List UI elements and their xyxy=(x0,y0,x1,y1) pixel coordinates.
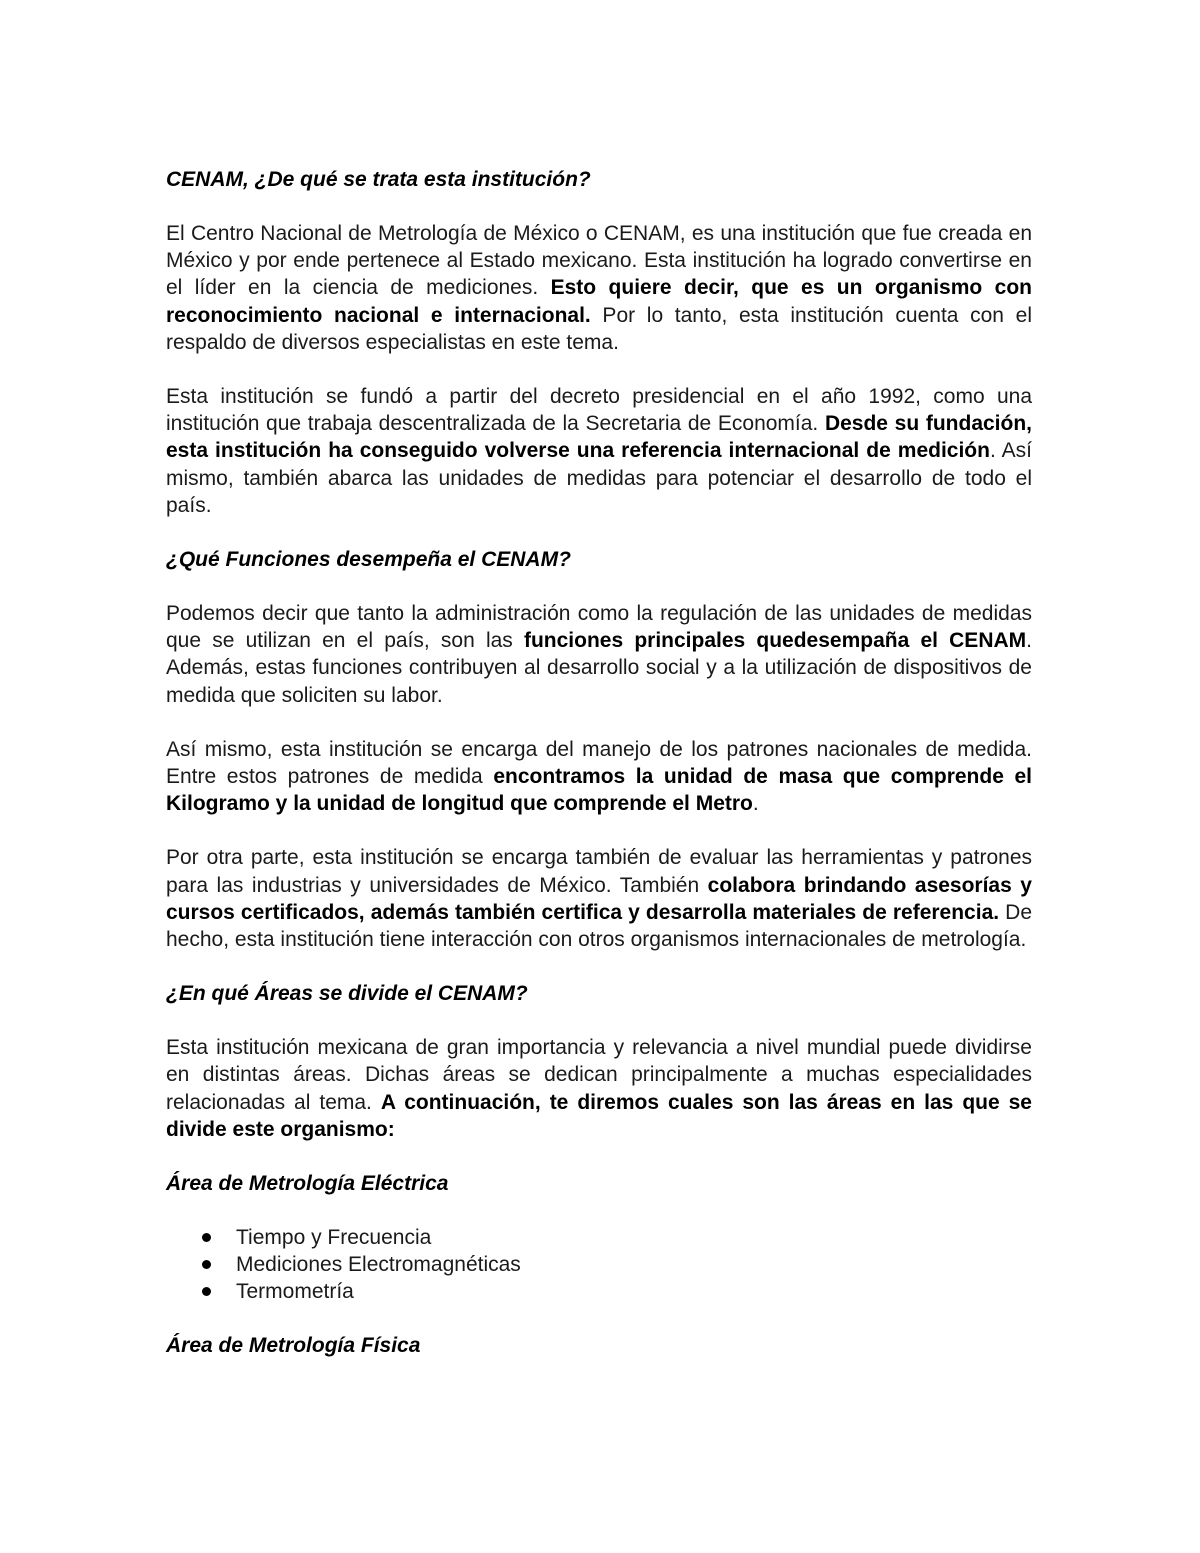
paragraph-text: Por lo tanto, esta institución cuenta con el respaldo de diversos especialistas en este tema. xyxy=(166,303,1032,354)
paragraph-bold-text: Desde su fundación, esta institución ha conseguido volverse una referencia internacional de medición xyxy=(166,412,1032,463)
paragraph-funciones xyxy=(166,600,1032,709)
paragraph-bold-text: Esto quiere decir, que es un organismo con reconocimiento nacional e internacional. xyxy=(166,276,1032,327)
paragraph-intro xyxy=(166,220,1032,356)
paragraph-text: Por otra parte, esta institución se encarga también de evaluar las herramientas y patrones para las industrias y universidades de México. También xyxy=(166,846,1032,897)
list-item xyxy=(166,1278,1032,1305)
list-item-label: Termometría xyxy=(236,1280,354,1304)
paragraph-areas xyxy=(166,1034,1032,1143)
paragraph-bold-text: A continuación, te diremos cuales son las áreas en las que se divide este organismo: xyxy=(166,1090,1032,1141)
paragraph-text: Esta institución mexicana de gran importancia y relevancia a nivel mundial puede dividirse en distintas áreas. Dichas áreas se dedican principalmente a muchas especialidades relacionadas al tema. xyxy=(166,1036,1032,1114)
list-item xyxy=(166,1224,1032,1251)
paragraph-text: Así mismo, esta institución se encarga del manejo de los patrones nacionales de medida. Entre estos patrones de medida xyxy=(166,737,1032,789)
paragraph-text: El Centro Nacional de Metrología de México o CENAM, es una institución que fue creada en México y por ende pertenece al Estado mexicano. Esta institución ha logrado convertirse en el líder en la ciencia de mediciones. xyxy=(166,222,1032,300)
document-page xyxy=(166,166,1032,1386)
section-heading-metrologia-fisica: Área de Metrología Física xyxy=(166,1334,421,1358)
section-heading-cenam: CENAM, ¿De qué se trata esta institución? xyxy=(166,168,591,191)
paragraph-text: . Además, estas funciones contribuyen al desarrollo social y a la utilización de dispositivos de medida que soliciten su labor. xyxy=(166,629,1032,707)
paragraph-text: . Así mismo, también abarca las unidades de medidas para potenciar el desarrollo de todo el país. xyxy=(166,439,1032,517)
paragraph-text: . xyxy=(752,792,759,816)
paragraph-bold-text: funciones principales quedesempaña el CENAM xyxy=(523,629,1027,653)
electrica-list xyxy=(166,1224,1032,1305)
bullet-icon xyxy=(202,1260,211,1269)
section-heading-metrologia-electrica: Área de Metrología Eléctrica xyxy=(166,1172,449,1196)
list-item-label: Mediciones Electromagnéticas xyxy=(236,1253,521,1277)
list-item-label: Tiempo y Frecuencia xyxy=(236,1226,432,1250)
paragraph-text: Podemos decir que tanto la administración como la regulación de las unidades de medidas que se utilizan en el país, son las xyxy=(166,602,1032,653)
paragraph-text: Esta institución se fundó a partir del decreto presidencial en el año 1992, como una institución que trabaja descentralizada de la Secretaria de Economía. xyxy=(166,385,1032,436)
paragraph-bold-text: colabora brindando asesorías y cursos certificados, además también certifica y desarrolla materiales de referencia. xyxy=(166,873,1032,924)
list-item xyxy=(166,1251,1032,1278)
paragraph-patrones xyxy=(166,736,1032,818)
paragraph-evaluacion xyxy=(166,844,1032,953)
bullet-icon xyxy=(202,1233,211,1242)
paragraph-foundation xyxy=(166,383,1032,519)
paragraph-bold-text: encontramos la unidad de masa que comprende el Kilogramo y la unidad de longitud que comprende el Metro xyxy=(166,765,1032,816)
section-heading-funciones: ¿Qué Funciones desempeña el CENAM? xyxy=(166,548,571,572)
section-heading-areas: ¿En qué Áreas se divide el CENAM? xyxy=(166,982,528,1006)
bullet-icon xyxy=(202,1287,211,1296)
paragraph-text: De hecho, esta institución tiene interacción con otros organismos internacionales de metrología. xyxy=(166,900,1032,952)
